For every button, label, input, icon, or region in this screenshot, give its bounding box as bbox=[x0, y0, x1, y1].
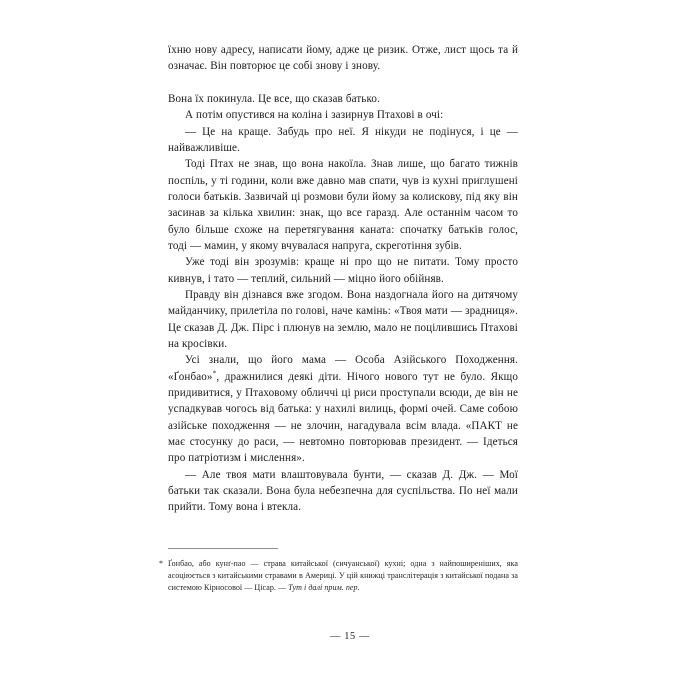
footnote-body bbox=[168, 558, 518, 594]
footnote-reference-marker[interactable]: * bbox=[212, 368, 217, 378]
paragraph-continuation: їхню нову адресу, написати йому, адже це ризик. Отже, лист щось та й означає. Він повторює це собі знову і знову. bbox=[168, 44, 518, 73]
paragraph-text-after-footnote-ref: , дражнилися деякі діти. Нічого нового тут не було. Якщо придивитися, у Птаховому обличчі ці риси проступали всюди, де він не успадкував чогось від батька: у нахилі вилиць, формі очей. Саме собою азійське походження — не злочин, нагадувала всім влада. «ПАКТ не має стосунку до раси, — невтомно повторював президент. — Ідеться про патріотизм і мислення». bbox=[168, 370, 518, 465]
paragraph: Уже тоді він зрозумів: краще ні про що не питати. Тому просто кивнув, і тато — теплий, сильний — міцно його обійняв. bbox=[168, 256, 518, 285]
paragraph-dialogue: — Але твоя мати влаштовувала бунти, — сказав Д. Дж. — Мої батьки так сказали. Вона була небезпечна для суспільства. По неї мали прийти. Тому вона і втекла. bbox=[168, 468, 518, 514]
paragraph: Тоді Птах не знав, що вона накоїла. Знав лише, що багато тижнів поспіль, у ті години, коли вже давно мав спати, чув із кухні приглушені голоси батьків. Зазвичай ці розмови були йому за колискову, під яку він засинав за кілька хвилин: знак, що все гаразд. Але останнім часом то було більше схоже на перетягування каната: спочатку батьків голос, тоді — мамин, у якому вчувалася напруга, скреготіння зубів. bbox=[168, 158, 518, 252]
paragraph-spacer bbox=[168, 75, 518, 91]
footnote-separator-rule bbox=[168, 548, 278, 549]
paragraph-with-footnote-ref bbox=[168, 352, 518, 466]
page-number: — 15 — bbox=[330, 631, 370, 642]
paragraph: А потім опустився на коліна і зазирнув Птахові в очі: bbox=[185, 109, 444, 122]
footnote-text-roman: Ґонбао, або кунґ-пао — страва китайської (сичуанської) кухні; одна з найпоширеніших, яка асоціюється з китайськими стравами в Америці. У цій книжці транслітерація з китайської подана за системою Кірносової — Цісар. — bbox=[168, 559, 518, 593]
footnote-text-italic: Тут і далі прим. пер. bbox=[288, 583, 360, 593]
paragraph-text-before-footnote-ref: Усі знали, що його мама — Особа Азійського Походження. «Ґонбао» bbox=[168, 354, 518, 383]
body-text-column bbox=[168, 42, 518, 516]
paragraph-block-start: Вона їх покинула. Це все, що сказав батько. bbox=[168, 92, 380, 105]
footnote bbox=[159, 558, 518, 594]
paragraph: Правду він дізнався вже згодом. Вона наздогнала його на дитячому майданчику, прилетіла по голові, наче камінь: «Твоя мати — зрадниця». Це сказав Д. Дж. Пірс і плюнув на землю, мало не поцілившись Птахові на кросівки. bbox=[168, 289, 518, 351]
paragraph-dialogue: — Це на краще. Забудь про неї. Я нікуди не подінуся, і це — найважливіше. bbox=[168, 125, 518, 154]
footnote-marker: * bbox=[159, 559, 164, 568]
